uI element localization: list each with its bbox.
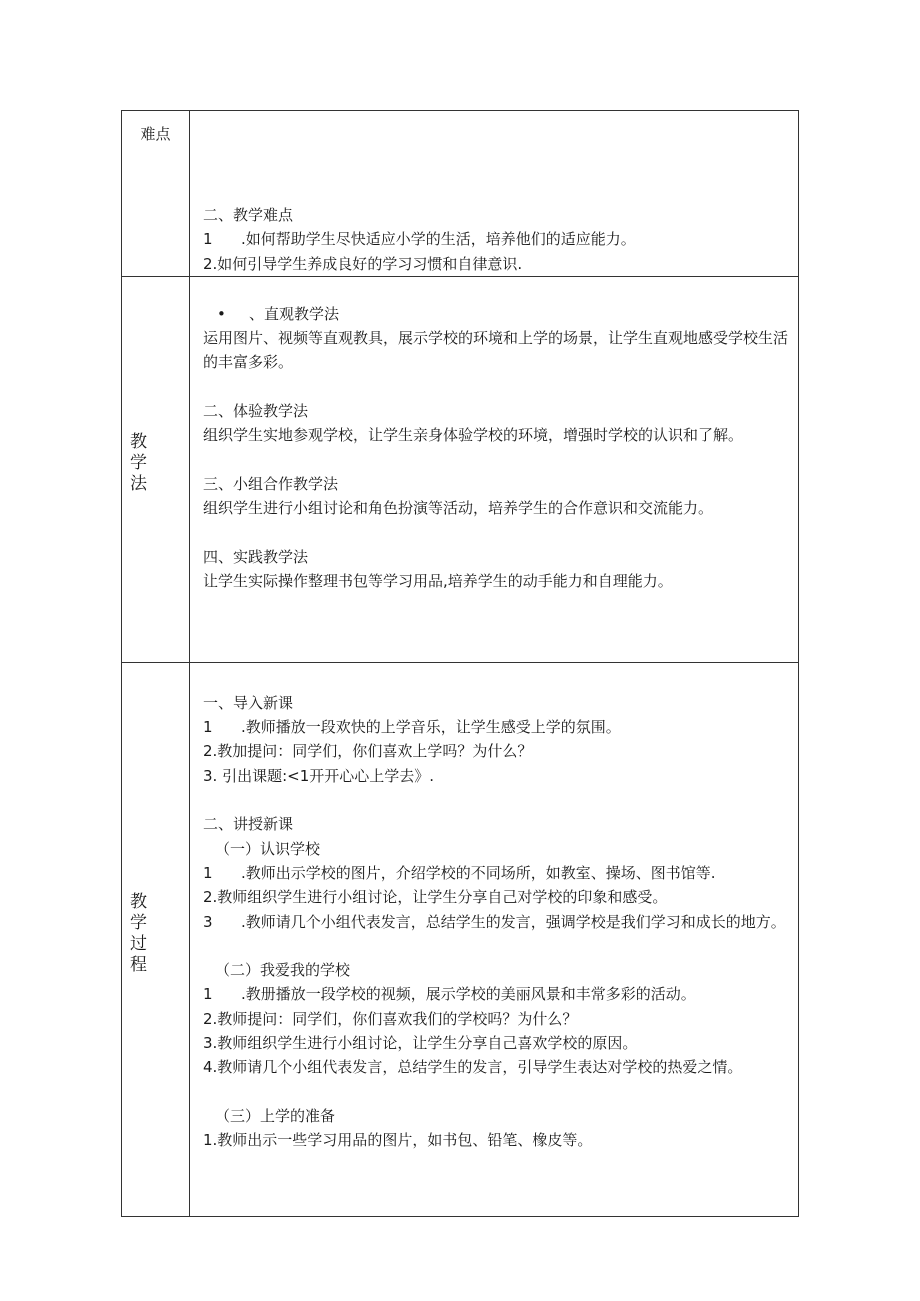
methods-label-char-1: 教 <box>130 431 147 452</box>
difficulty-label: 难点 <box>140 125 171 143</box>
part-1-item-3 <box>203 910 788 934</box>
part-1-title: （一）认识学校 <box>215 839 321 858</box>
process-label-char-4: 程 <box>130 955 147 976</box>
difficulty-heading: 二、教学难点 <box>203 206 294 224</box>
difficulty-row <box>122 111 799 277</box>
part-2-item-1 <box>203 982 788 1006</box>
process-label <box>122 892 189 976</box>
difficulty-item-2: 2.如何引导学生养成良好的学习习惯和自律意识. <box>203 254 523 273</box>
method-3-heading: 三、小组合作教学法 <box>203 474 339 493</box>
part-1-item-3-number: 3 <box>203 912 213 931</box>
part-2-item-3: 3.教师组织学生进行小组讨论，让学生分享自己喜欢学校的原因。 <box>203 1034 638 1053</box>
method-2-heading: 二、体验教学法 <box>203 402 309 421</box>
intro-heading: 一、导入新课 <box>203 693 294 712</box>
difficulty-label-cell <box>122 111 190 277</box>
method-1-body: 运用图片、视频等直观教具，展示学校的环境和上学的场景，让学生直观地感受学校生活的丰富多彩。 <box>203 329 789 372</box>
method-3-body: 组织学生进行小组讨论和角色扮演等活动，培养学生的合作意识和交流能力。 <box>203 499 714 518</box>
difficulty-item-1-text: .如何帮助学生尽快适应小学的生活，培养他们的适应能力。 <box>241 230 636 249</box>
difficulty-content-cell <box>190 111 799 277</box>
process-label-char-1: 教 <box>130 892 147 913</box>
part-1-item-1-number: 1 <box>203 863 213 882</box>
method-2-body: 组织学生实地参观学校，让学生亲身体验学校的环境，增强时学校的认识和了解。 <box>203 426 744 445</box>
intro-item-2: 2.教加提问：同学们，你们喜欢上学吗？为什么？ <box>203 742 533 761</box>
intro-item-1-text: .教师播放一段欢快的上学音乐，让学生感受上学的氛围。 <box>241 718 621 737</box>
methods-label-char-2: 学 <box>130 452 147 473</box>
part-2-title: （二）我爱我的学校 <box>215 961 351 980</box>
methods-label-cell <box>122 276 190 662</box>
part-1-item-1-text: .教师出示学校的图片，介绍学校的不同场所，如教室、操场、图书馆等. <box>241 863 716 882</box>
method-1-heading <box>203 302 788 326</box>
method-1-bullet: • <box>217 304 226 323</box>
methods-content-cell <box>190 276 799 662</box>
lesson-plan-table <box>121 110 799 1217</box>
part-1-item-3-text: .教师请几个小组代表发言，总结学生的发言，强调学校是我们学习和成长的地方。 <box>241 912 786 931</box>
methods-row <box>122 276 799 662</box>
process-content-cell <box>190 662 799 1216</box>
part-1-item-2: 2.教师组织学生进行小组讨论，让学生分享自己对学校的印象和感受。 <box>203 888 668 907</box>
difficulty-item-1-number: 1 <box>203 230 213 249</box>
intro-item-1-number: 1 <box>203 718 213 737</box>
part-2-item-2: 2.教师提问：同学们，你们喜欢我们的学校吗？为什么？ <box>203 1009 578 1028</box>
difficulty-item-1 <box>203 227 788 251</box>
part-1-item-1 <box>203 861 788 885</box>
process-label-char-2: 学 <box>130 913 147 934</box>
method-4-body: 让学生实际操作整理书包等学习用品,培养学生的动手能力和自理能力。 <box>203 572 673 591</box>
new-lesson-heading: 二、讲授新课 <box>203 815 294 834</box>
process-label-cell <box>122 662 190 1216</box>
method-4-heading: 四、实践教学法 <box>203 547 309 566</box>
method-1-heading-text: 、直观教学法 <box>249 304 340 323</box>
methods-label <box>122 432 189 495</box>
part-3-item-1: 1.教师出示一些学习用品的图片，如书包、铅笔、橡皮等。 <box>203 1131 593 1150</box>
intro-item-3: 3. 引出课题:<1开开心心上学去》. <box>203 766 435 785</box>
part-2-item-1-number: 1 <box>203 985 213 1004</box>
process-row <box>122 662 799 1216</box>
part-2-item-4: 4.教师请几个小组代表发言，总结学生的发言，引导学生表达对学校的热爱之情。 <box>203 1058 743 1077</box>
intro-item-1 <box>203 715 788 739</box>
methods-label-char-3: 法 <box>130 473 147 494</box>
part-2-item-1-text: .教册播放一段学校的视频，展示学校的美丽风景和丰常多彩的活动。 <box>241 985 696 1004</box>
process-label-char-3: 过 <box>130 934 147 955</box>
part-3-title: （三）上学的准备 <box>215 1106 336 1125</box>
